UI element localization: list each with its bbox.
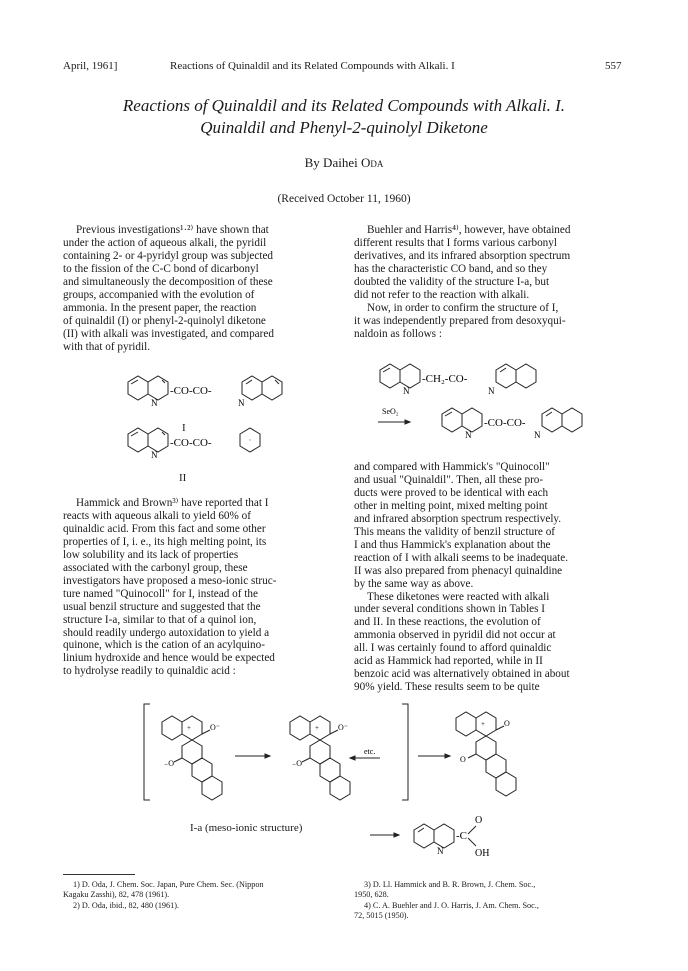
- header-date: April, 1961]: [63, 60, 118, 72]
- text-line: different results that I forms various carbonyl: [354, 236, 557, 249]
- carboxyl-oh: OH: [475, 848, 490, 859]
- text-line: Buehler and Harris⁴⁾, however, have obtained: [367, 224, 571, 236]
- text-line: reaction of I with alkali seems to be inadequate.: [354, 551, 569, 564]
- n-atom: N: [151, 398, 158, 408]
- text-line: associated with the carbonyl group, these: [63, 561, 248, 574]
- text-line: Previous investigations¹·²⁾ have shown that: [76, 224, 269, 236]
- text-line: low solubility and its lack of properties: [63, 548, 239, 561]
- text-line: and simultaneously the decomposition of these: [63, 275, 273, 288]
- footnote-line: 3) D. Ll. Hammick and B. R. Brown, J. Chem. Soc.,: [364, 880, 536, 889]
- text-line: groups, accompanied with the evolution of: [63, 288, 255, 301]
- compound-I-label: I: [182, 422, 186, 434]
- compound-II-label: II: [179, 472, 187, 484]
- author-surname: Oda: [360, 155, 384, 170]
- text-line: investigators have proposed a meso-ionic struc-: [63, 574, 277, 587]
- text-line: and usual "Quinaldil". Then, all these pro-: [354, 473, 544, 486]
- text-line: I and thus Hammick's explanation about the: [354, 538, 551, 551]
- o-atom: O: [504, 719, 510, 728]
- text-line: Now, in order to confirm the structure of I,: [367, 301, 559, 314]
- byline: [0, 155, 688, 171]
- text-line: and compared with Hammick's "Quinocoll": [354, 461, 550, 473]
- text-line: usual benzil structure and suggested that the: [63, 600, 261, 613]
- text-line: derivatives, and its infrared absorption spectrum: [354, 249, 571, 262]
- n-atom: N: [465, 430, 472, 440]
- text-line: did not refer to the reaction with alkali.: [354, 288, 530, 301]
- n-atom: N: [403, 386, 410, 396]
- text-line: linium hydroxide and hence would be expected: [63, 652, 275, 665]
- left-column-para-1: [63, 224, 334, 354]
- meso-ionic-scheme: [140, 700, 540, 810]
- ia-caption: I-a (meso-ionic structure): [190, 822, 303, 834]
- text-line: and II. In these reactions, the evolution of: [354, 616, 541, 629]
- quinaldic-acid-product: [360, 810, 510, 860]
- desoxyquinaldoin-oxidation-scheme: [370, 352, 640, 448]
- text-line: of quinaldil (I) or phenyl-2-quinolyl diketone: [63, 314, 266, 327]
- plus-charge: +: [481, 720, 485, 728]
- n-atom: N: [437, 846, 444, 856]
- text-line: These diketones were reacted with alkali: [367, 590, 550, 603]
- o-minus: O⁻: [210, 723, 220, 732]
- text-line: acid as Hammick had reported, while in II: [354, 655, 543, 668]
- co-co-linker: -CO-CO-: [484, 417, 526, 429]
- seo2-reagent: SeO₂: [382, 407, 399, 416]
- text-line: ture named "Quinocoll" for I, instead of the: [63, 587, 258, 600]
- o-minus: O⁻: [338, 723, 348, 732]
- compound-II-structure: [118, 418, 278, 470]
- footnotes-right: [354, 880, 629, 922]
- article-title-line-1: Reactions of Quinaldil and its Related Compounds with Alkali. I.: [122, 96, 566, 115]
- co-co-linker: -CO-CO-: [170, 437, 212, 449]
- right-column-para-1: [354, 224, 625, 341]
- text-line: This means the validity of benzil structure of: [354, 525, 556, 538]
- received-date: (Received October 11, 1960): [277, 193, 411, 205]
- text-line: under several conditions shown in Tables I: [354, 603, 546, 616]
- text-line: ducts were proved to be identical with each: [354, 486, 549, 499]
- text-line: containing 2- or 4-pyridyl group was subjected: [63, 249, 274, 262]
- right-column-para-3: [354, 461, 625, 694]
- text-line: doubted the validity of the structure I-a, but: [354, 275, 550, 288]
- text-line: quinaldic acid. From this fact and some other: [63, 522, 266, 535]
- etc-label: etc.: [364, 747, 376, 756]
- o-atom: O: [460, 755, 466, 764]
- compound-I-structure: [118, 366, 298, 418]
- text-line: to the fission of the C-C bond of dicarbonyl: [63, 262, 259, 275]
- running-title: Reactions of Quinaldil and its Related Compounds with Alkali. I: [170, 60, 455, 72]
- plus-charge: +: [315, 724, 319, 732]
- plus-charge: +: [187, 724, 191, 732]
- footnote-line: 4) C. A. Buehler and J. O. Harris, J. Am. Chem. Soc.,: [364, 900, 539, 910]
- n-atom: N: [238, 398, 245, 408]
- text-line: has the characteristic CO band, and so they: [354, 262, 548, 275]
- text-line: (II) with alkali was investigated, and compared: [63, 327, 274, 340]
- text-line: it was independently prepared from desoxyqui-: [354, 314, 566, 327]
- carboxyl-o: O: [475, 815, 483, 826]
- co-co-linker: -CO-CO-: [170, 385, 212, 397]
- text-line: under the action of aqueous alkali, the pyridil: [63, 236, 267, 249]
- text-line: all. I was certainly found to afford quinaldic: [354, 642, 552, 655]
- text-line: II was also prepared from phenacyl quinaldine: [354, 564, 563, 577]
- text-line: benzoic acid was alternatively obtained in about: [354, 668, 570, 681]
- footnote-line: 72, 5015 (1950).: [354, 911, 409, 921]
- carboxyl-c: -C: [456, 830, 467, 842]
- text-line: ammonia. In the present paper, the reaction: [63, 301, 257, 314]
- text-line: reacts with aqueous alkali to yield 60% of: [63, 509, 251, 522]
- text-line: should readily undergo autoxidation to yield a: [63, 626, 270, 639]
- text-line: to hydrolyse readily to quinaldic acid :: [63, 665, 236, 678]
- n-atom: N: [488, 386, 495, 396]
- text-line: ammonia observed in pyridil did not occur at: [354, 629, 556, 642]
- text-line: with that of pyridil.: [63, 340, 151, 353]
- ch2-co-linker: -CH₂-CO-: [422, 373, 468, 385]
- text-line: by the same way as above.: [354, 577, 474, 590]
- text-line: quinone, which is the cation of an acylquino-: [63, 639, 265, 652]
- text-line: and infrared absorption spectrum respectively.: [354, 512, 562, 525]
- footnote-line: Kagaku Zasshi), 82, 478 (1961).: [63, 890, 170, 900]
- n-atom: N: [151, 450, 158, 460]
- minus-o: ₋O: [164, 759, 174, 768]
- text-line: properties of I, i. e., its high melting point, its: [63, 535, 267, 548]
- text-line: structure I-a, similar to that of a quinol ion,: [63, 613, 257, 626]
- text-line: Hammick and Brown³⁾ have reported that I: [76, 497, 269, 509]
- article-title-line-2: Quinaldil and Phenyl-2-quinolyl Diketone: [200, 118, 488, 137]
- footnote-line: 1950, 628.: [354, 890, 389, 900]
- page-number: 557: [605, 60, 622, 72]
- minus-o: ₋O: [292, 759, 302, 768]
- footnote-line: 1) D. Oda, J. Chem. Soc. Japan, Pure Chem. Sec. (Nippon: [73, 880, 264, 889]
- footnote-line: 2) D. Oda, ibid., 82, 480 (1961).: [73, 900, 179, 910]
- author-prefix: By Daihei: [304, 155, 358, 170]
- text-line: 90% yield. These results seem to be quite: [354, 681, 540, 694]
- text-line: naldoin as follows :: [354, 327, 442, 340]
- footnotes-left: [63, 880, 338, 911]
- n-atom: N: [534, 430, 541, 440]
- left-column-para-2: [63, 497, 334, 678]
- footnote-rule: [63, 874, 135, 875]
- text-line: other in melting point, mixed melting point: [354, 499, 548, 512]
